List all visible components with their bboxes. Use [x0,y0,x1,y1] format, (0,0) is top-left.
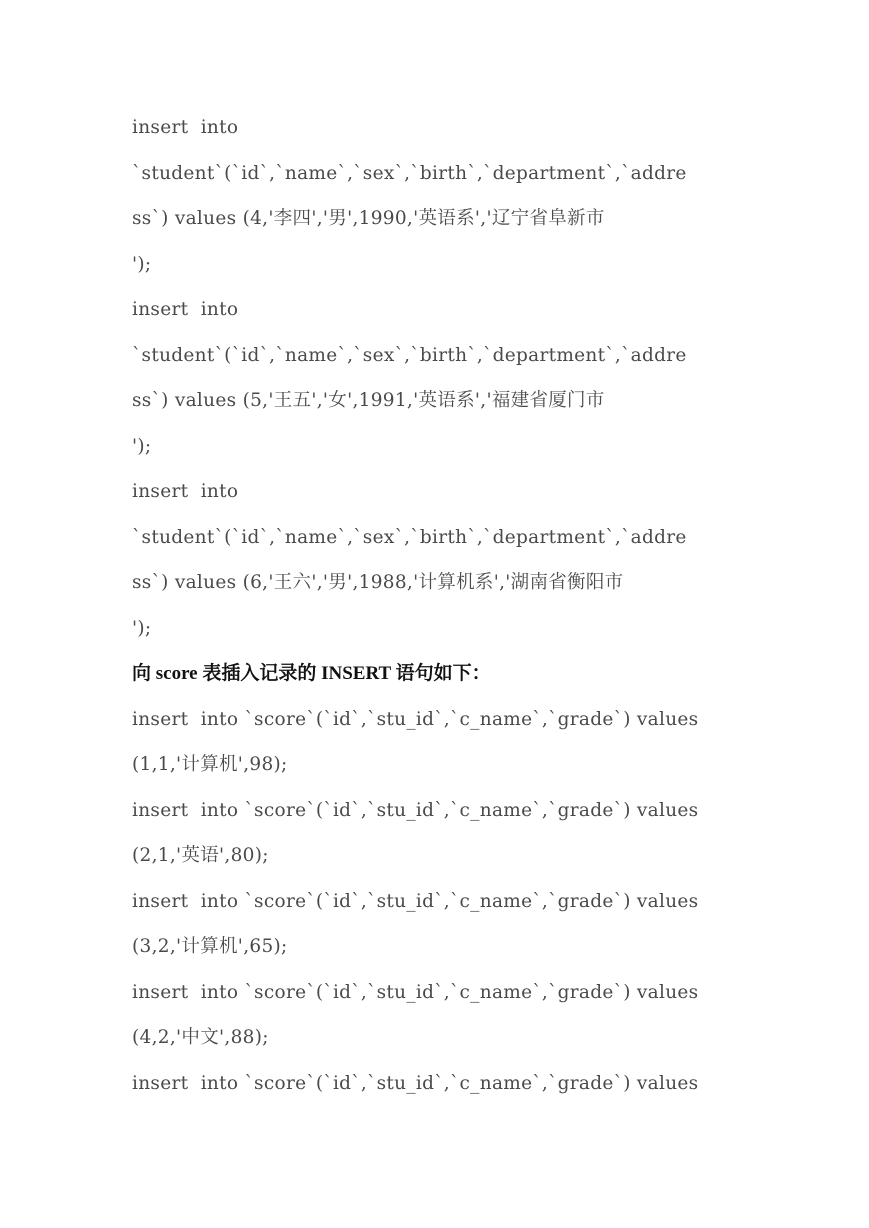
code-line: '); [132,617,152,639]
code-line: insert into [132,481,239,502]
code-line: (2,1,'英语',80); [132,845,269,866]
code-line: `student`(`id`,`name`,`sex`,`birth`,`department`,`addre [132,162,687,184]
code-line: insert into `score`(`id`,`stu_id`,`c_name`,`grade`) values [132,708,699,730]
code-line: ss`) values (4,'李四','男',1990,'英语系','辽宁省阜新市 [132,208,605,229]
code-line: ss`) values (5,'王五','女',1991,'英语系','福建省厦门市 [132,390,605,411]
code-line: '); [132,435,152,457]
code-line: (3,2,'计算机',65); [132,936,288,957]
code-line: `student`(`id`,`name`,`sex`,`birth`,`department`,`addre [132,344,687,366]
code-line: (4,2,'中文',88); [132,1027,269,1048]
code-line: insert into `score`(`id`,`stu_id`,`c_name`,`grade`) values [132,981,699,1003]
code-line: insert into [132,299,239,320]
code-line: `student`(`id`,`name`,`sex`,`birth`,`department`,`addre [132,526,687,548]
code-line: insert into `score`(`id`,`stu_id`,`c_name`,`grade`) values [132,799,699,821]
code-line: ss`) values (6,'王六','男',1988,'计算机系','湖南省衡阳市 [132,572,624,593]
code-line: '); [132,253,152,275]
document-page [132,105,742,1106]
code-line: insert into `score`(`id`,`stu_id`,`c_name`,`grade`) values [132,1072,699,1094]
section-heading: 向 score 表插入记录的 INSERT 语句如下： [132,663,491,684]
code-line: insert into [132,117,239,138]
code-line: insert into `score`(`id`,`stu_id`,`c_name`,`grade`) values [132,890,699,912]
code-line: (1,1,'计算机',98); [132,754,288,775]
